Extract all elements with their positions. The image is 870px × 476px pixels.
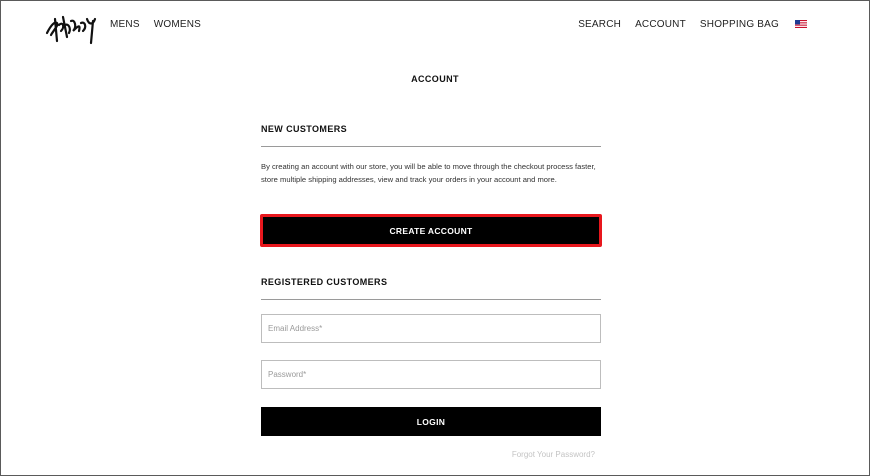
forgot-password-link[interactable]: Forgot Your Password? — [511, 450, 595, 459]
page-title: ACCOUNT — [411, 74, 459, 84]
main-nav — [110, 19, 201, 30]
nav-mens[interactable]: MENS — [110, 19, 140, 30]
new-customers-heading: NEW CUSTOMERS — [261, 124, 601, 147]
new-customers-section — [261, 124, 601, 147]
registered-customers-heading: REGISTERED CUSTOMERS — [261, 277, 601, 300]
utility-nav — [578, 19, 807, 30]
site-header — [1, 1, 869, 47]
new-customers-description: By creating an account with our store, you will be able to move through the checkout process faster, store multiple shipping addresses, view and track your orders in your account and more. — [261, 162, 596, 184]
email-input[interactable] — [261, 314, 601, 343]
nav-account[interactable]: ACCOUNT — [635, 19, 686, 30]
us-flag-icon[interactable] — [795, 20, 807, 28]
nav-search[interactable]: SEARCH — [578, 19, 622, 30]
stussy-logo[interactable] — [45, 11, 97, 45]
registered-customers-section — [261, 277, 601, 300]
password-input[interactable] — [261, 360, 601, 389]
nav-shopping-bag[interactable]: SHOPPING BAG — [699, 19, 779, 30]
login-button[interactable]: LOGIN — [261, 407, 601, 436]
create-account-highlight — [260, 214, 602, 247]
create-account-button[interactable]: CREATE ACCOUNT — [263, 217, 599, 244]
nav-womens[interactable]: WOMENS — [153, 19, 202, 30]
